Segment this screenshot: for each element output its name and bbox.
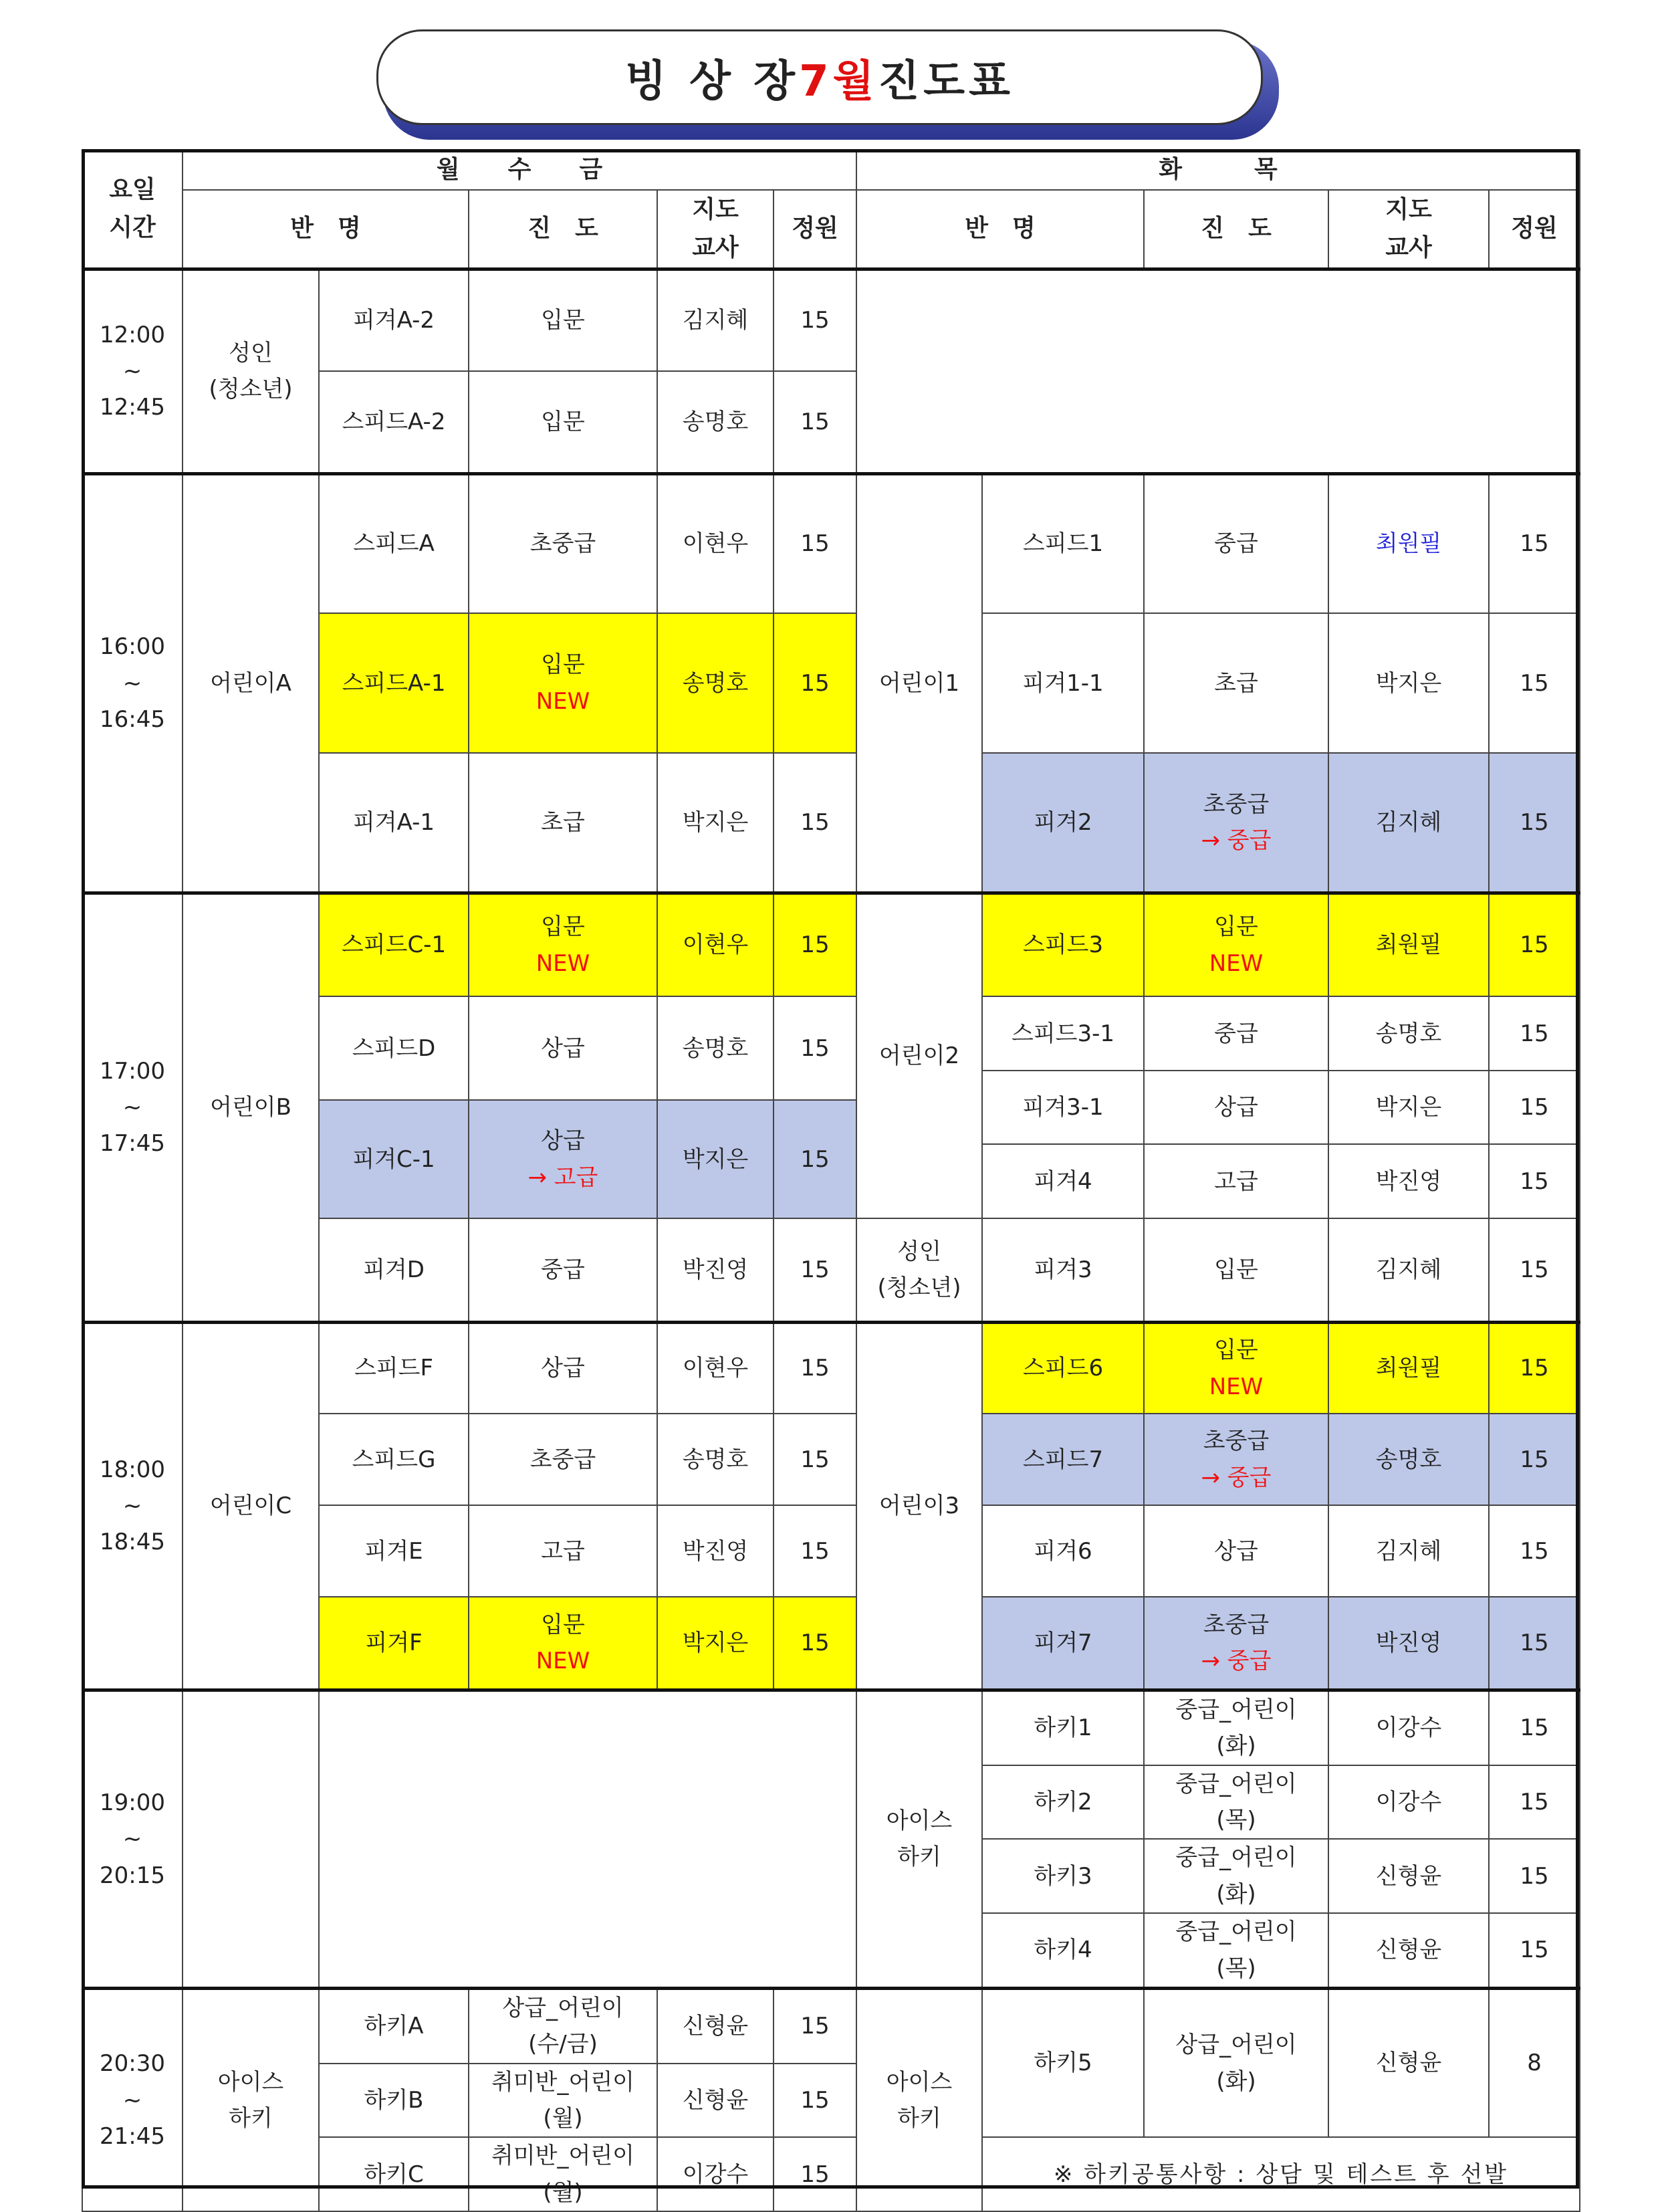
new-badge: NEW xyxy=(536,1648,590,1675)
class-name: 하키5 xyxy=(982,1988,1144,2137)
class-name: 피겨3 xyxy=(982,1218,1144,1322)
progress: 취미반_어린이 (월) xyxy=(469,2064,657,2138)
capacity: 15 xyxy=(774,1100,856,1218)
teacher: 최원필 xyxy=(1328,1322,1489,1414)
mon-wed-fri-header: 월 수 금 xyxy=(183,150,856,190)
teacher: 송명호 xyxy=(1328,996,1489,1071)
time-slot: 20:30 ~ 21:45 xyxy=(82,1988,183,2211)
teacher: 박진영 xyxy=(1328,1597,1489,1690)
progress-header: 진 도 xyxy=(1144,190,1328,269)
progress: 상급 xyxy=(469,1322,657,1414)
progress: 초중급 xyxy=(469,473,657,613)
progress: 상급 xyxy=(469,996,657,1100)
progress-header: 진 도 xyxy=(469,190,657,269)
teacher: 최원필 xyxy=(1328,473,1489,613)
teacher: 박지은 xyxy=(657,1100,774,1218)
progress: 중급_어린이 (화) xyxy=(1144,1690,1328,1765)
teacher: 최원필 xyxy=(1328,893,1489,996)
teacher: 송명호 xyxy=(657,613,774,753)
class-name: 스피드A-2 xyxy=(319,371,469,473)
capacity: 15 xyxy=(774,996,856,1100)
class-name: 스피드1 xyxy=(982,473,1144,613)
new-badge: NEW xyxy=(1209,950,1264,977)
class-name: 피겨F xyxy=(319,1597,469,1690)
level-change: → 중급 xyxy=(1201,1648,1272,1675)
teacher: 신형윤 xyxy=(1328,1839,1489,1913)
capacity: 8 xyxy=(1489,1988,1580,2137)
teacher: 박지은 xyxy=(1328,613,1489,753)
progress: 입문 xyxy=(469,269,657,371)
progress: 상급_어린이 (화) xyxy=(1144,1988,1328,2137)
capacity: 15 xyxy=(1489,753,1580,893)
teacher: 김지혜 xyxy=(1328,1218,1489,1322)
capacity: 15 xyxy=(1489,1322,1580,1414)
progress: 고급 xyxy=(469,1505,657,1597)
empty-cell xyxy=(183,1690,319,1988)
teacher: 송명호 xyxy=(657,1414,774,1505)
time-slot: 19:00 ~ 20:15 xyxy=(82,1690,183,1988)
class-name: 하키1 xyxy=(982,1690,1144,1765)
teacher: 박진영 xyxy=(657,1218,774,1322)
capacity: 15 xyxy=(1489,1071,1580,1144)
progress: 초급 xyxy=(1144,613,1328,753)
capacity: 15 xyxy=(1489,1218,1580,1322)
class-name: 피겨A-2 xyxy=(319,269,469,371)
capacity-header: 정원 xyxy=(774,190,856,269)
capacity: 15 xyxy=(774,893,856,996)
progress: 입문 xyxy=(1144,1218,1328,1322)
capacity: 15 xyxy=(774,2064,856,2138)
tue-thu-header: 화 목 xyxy=(856,150,1580,190)
group-label: 어린이2 xyxy=(856,893,982,1218)
capacity: 15 xyxy=(774,371,856,473)
group-label: 어린이3 xyxy=(856,1322,982,1690)
group-label: 성인 (청소년) xyxy=(183,269,319,473)
progress: 중급 xyxy=(1144,473,1328,613)
class-name: 스피드F xyxy=(319,1322,469,1414)
teacher: 박지은 xyxy=(1328,1071,1489,1144)
group-label: 어린이A xyxy=(183,473,319,893)
teacher: 김지혜 xyxy=(1328,753,1489,893)
class-name: 스피드7 xyxy=(982,1414,1144,1505)
time-slot: 12:00 ~ 12:45 xyxy=(82,269,183,473)
teacher: 신형윤 xyxy=(1328,1913,1489,1988)
class-name: 피겨3-1 xyxy=(982,1071,1144,1144)
progress: 입문 NEW xyxy=(469,1597,657,1690)
empty-cell xyxy=(319,1690,856,1988)
class-name: 피겨A-1 xyxy=(319,753,469,893)
capacity: 15 xyxy=(774,1988,856,2063)
capacity: 15 xyxy=(1489,1839,1580,1913)
time-slot: 17:00 ~ 17:45 xyxy=(82,893,183,1322)
class-name: 하키2 xyxy=(982,1765,1144,1840)
capacity: 15 xyxy=(774,1597,856,1690)
class-name: 피겨7 xyxy=(982,1597,1144,1690)
class-name: 피겨D xyxy=(319,1218,469,1322)
teacher: 박진영 xyxy=(657,1505,774,1597)
level-change: → 중급 xyxy=(1201,827,1272,855)
group-label: 어린이B xyxy=(183,893,319,1322)
teacher: 이현우 xyxy=(657,473,774,613)
teacher: 신형윤 xyxy=(1328,1988,1489,2137)
teacher-header: 지도 교사 xyxy=(1328,190,1489,269)
progress: 고급 xyxy=(1144,1144,1328,1218)
title-suffix: 진도표 xyxy=(878,56,1014,106)
capacity: 15 xyxy=(774,269,856,371)
capacity: 15 xyxy=(1489,1597,1580,1690)
capacity: 15 xyxy=(1489,473,1580,613)
capacity: 15 xyxy=(774,613,856,753)
progress: 취미반_어린이 (월) xyxy=(469,2137,657,2211)
group-label: 성인 (청소년) xyxy=(856,1218,982,1322)
capacity: 15 xyxy=(774,753,856,893)
capacity: 15 xyxy=(1489,1144,1580,1218)
progress: 입문 NEW xyxy=(469,613,657,753)
class-header: 반 명 xyxy=(856,190,1144,269)
group-label: 어린이1 xyxy=(856,473,982,893)
capacity: 15 xyxy=(1489,1690,1580,1765)
class-name: 피겨C-1 xyxy=(319,1100,469,1218)
teacher: 송명호 xyxy=(657,371,774,473)
progress: 입문 NEW xyxy=(1144,893,1328,996)
teacher-header: 지도 교사 xyxy=(657,190,774,269)
capacity: 15 xyxy=(1489,1505,1580,1597)
progress: 중급 xyxy=(1144,996,1328,1071)
class-name: 피겨E xyxy=(319,1505,469,1597)
teacher: 신형윤 xyxy=(657,2064,774,2138)
title-prefix: 빙 상 장 xyxy=(625,56,800,106)
new-badge: NEW xyxy=(536,950,590,977)
teacher: 김지혜 xyxy=(657,269,774,371)
teacher: 이현우 xyxy=(657,893,774,996)
class-name: 하키A xyxy=(319,1988,469,2063)
capacity: 15 xyxy=(1489,1765,1580,1840)
level-change: → 중급 xyxy=(1201,1464,1272,1491)
title-month: 7월 xyxy=(799,56,878,106)
group-label: 어린이C xyxy=(183,1322,319,1690)
teacher: 박진영 xyxy=(1328,1144,1489,1218)
level-change: → 고급 xyxy=(527,1164,598,1191)
progress: 입문 NEW xyxy=(1144,1322,1328,1414)
progress: 초중급 → 중급 xyxy=(1144,1414,1328,1505)
progress: 상급 → 고급 xyxy=(469,1100,657,1218)
progress: 중급 xyxy=(469,1218,657,1322)
capacity: 15 xyxy=(1489,996,1580,1071)
teacher: 이강수 xyxy=(1328,1690,1489,1765)
class-name: 스피드3-1 xyxy=(982,996,1144,1071)
group-label: 아이스 하키 xyxy=(183,1988,319,2211)
class-name: 스피드A-1 xyxy=(319,613,469,753)
class-name: 스피드D xyxy=(319,996,469,1100)
class-name: 피겨2 xyxy=(982,753,1144,893)
class-name: 하키C xyxy=(319,2137,469,2211)
progress: 입문 NEW xyxy=(469,893,657,996)
class-name: 스피드3 xyxy=(982,893,1144,996)
class-name: 하키3 xyxy=(982,1839,1144,1913)
capacity: 15 xyxy=(1489,893,1580,996)
progress: 초중급 → 중급 xyxy=(1144,1597,1328,1690)
class-name: 피겨4 xyxy=(982,1144,1144,1218)
capacity: 15 xyxy=(774,473,856,613)
progress: 입문 xyxy=(469,371,657,473)
teacher: 박지은 xyxy=(657,753,774,893)
capacity: 15 xyxy=(774,1218,856,1322)
class-name: 하키B xyxy=(319,2064,469,2138)
class-name: 피겨6 xyxy=(982,1505,1144,1597)
new-badge: NEW xyxy=(1209,1373,1264,1400)
capacity: 15 xyxy=(1489,1414,1580,1505)
capacity: 15 xyxy=(1489,613,1580,753)
progress: 초중급 → 중급 xyxy=(1144,753,1328,893)
empty-cell xyxy=(856,269,1580,473)
progress: 초중급 xyxy=(469,1414,657,1505)
teacher: 이현우 xyxy=(657,1322,774,1414)
progress: 중급_어린이 (목) xyxy=(1144,1765,1328,1840)
time-slot: 18:00 ~ 18:45 xyxy=(82,1322,183,1690)
schedule-table xyxy=(82,149,1580,2212)
class-name: 스피드G xyxy=(319,1414,469,1505)
new-badge: NEW xyxy=(536,687,590,715)
class-name: 스피드A xyxy=(319,473,469,613)
capacity: 15 xyxy=(774,1414,856,1505)
class-name: 피겨1-1 xyxy=(982,613,1144,753)
group-label: 아이스 하키 xyxy=(856,1988,982,2211)
day-time-header: 요일 시간 xyxy=(82,150,183,269)
progress: 상급_어린이 (수/금) xyxy=(469,1988,657,2063)
progress: 중급_어린이 (화) xyxy=(1144,1839,1328,1913)
hockey-common-note: ※ 하키공통사항 : 상담 및 테스트 후 선발 xyxy=(982,2137,1580,2211)
teacher: 김지혜 xyxy=(1328,1505,1489,1597)
teacher: 송명호 xyxy=(1328,1414,1489,1505)
capacity: 15 xyxy=(1489,1913,1580,1988)
teacher: 박지은 xyxy=(657,1597,774,1690)
class-header: 반 명 xyxy=(183,190,469,269)
teacher: 이강수 xyxy=(657,2137,774,2211)
capacity: 15 xyxy=(774,1505,856,1597)
group-label: 아이스 하키 xyxy=(856,1690,982,1988)
page-title xyxy=(376,29,1263,125)
progress: 상급 xyxy=(1144,1505,1328,1597)
teacher: 신형윤 xyxy=(657,1988,774,2063)
progress: 초급 xyxy=(469,753,657,893)
teacher: 이강수 xyxy=(1328,1765,1489,1840)
progress: 중급_어린이 (목) xyxy=(1144,1913,1328,1988)
capacity-header: 정원 xyxy=(1489,190,1580,269)
capacity: 15 xyxy=(774,1322,856,1414)
capacity: 15 xyxy=(774,2137,856,2211)
progress: 상급 xyxy=(1144,1071,1328,1144)
class-name: 스피드C-1 xyxy=(319,893,469,996)
class-name: 하키4 xyxy=(982,1913,1144,1988)
teacher: 송명호 xyxy=(657,996,774,1100)
time-slot: 16:00 ~ 16:45 xyxy=(82,473,183,893)
class-name: 스피드6 xyxy=(982,1322,1144,1414)
